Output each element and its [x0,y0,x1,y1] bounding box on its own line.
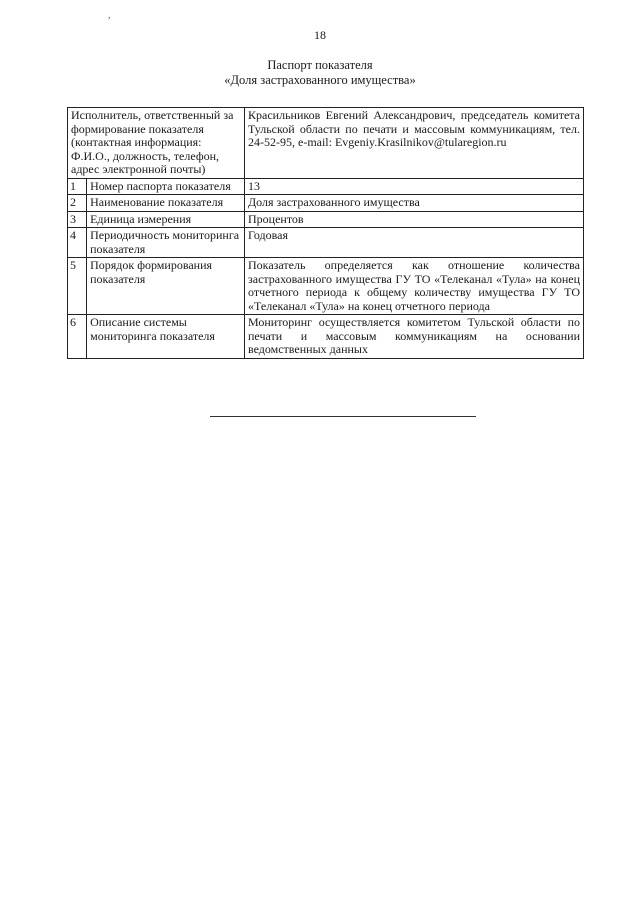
row-label: Периодичность мониторинга показателя [87,228,245,258]
row-number: 1 [68,178,87,195]
document-title [0,58,640,88]
title-line-2: «Доля застрахованного имущества» [224,73,416,87]
table-row [68,178,584,195]
row-number: 4 [68,228,87,258]
row-label: Единица измерения [87,211,245,228]
table-row [68,195,584,212]
responsible-value: Красильников Евгений Александрович, председатель комитета Тульской области по печати и массовым коммуникациям, тел. 24-52-95, e-mail: Evgeniy.Krasilnikov@tularegion.ru [245,108,584,179]
page-number: 18 [314,28,326,42]
row-number: 5 [68,258,87,315]
row-value: Показатель определяется как отношение количества застрахованного имущества ГУ ТО «Телеканал «Тула» на конец отчетного периода к общему количеству имущества ГУ ТО «Телеканал «Тула» на конец отчетного периода [245,258,584,315]
scan-artifact: , [108,10,111,21]
row-value: Процентов [245,211,584,228]
row-label: Наименование показателя [87,195,245,212]
closing-divider [210,416,476,417]
row-label: Описание системы мониторинга показателя [87,315,245,359]
row-value: Доля застрахованного имущества [245,195,584,212]
table-header-row [68,108,584,179]
table-row [68,315,584,359]
row-label: Порядок формирования показателя [87,258,245,315]
row-value: 13 [245,178,584,195]
row-number: 3 [68,211,87,228]
row-number: 6 [68,315,87,359]
row-value: Годовая [245,228,584,258]
row-number: 2 [68,195,87,212]
row-value: Мониторинг осуществляется комитетом Тульской области по печати и массовым коммуникациям на основании ведомственных данных [245,315,584,359]
title-line-1: Паспорт показателя [267,58,373,72]
table-row [68,211,584,228]
table-row [68,258,584,315]
indicator-passport-table [67,107,584,359]
table-row [68,228,584,258]
row-label: Номер паспорта показателя [87,178,245,195]
responsible-label: Исполнитель, ответственный за формирование показателя (контактная информация: Ф.И.О., должность, телефон, адрес электронной почты) [68,108,245,179]
